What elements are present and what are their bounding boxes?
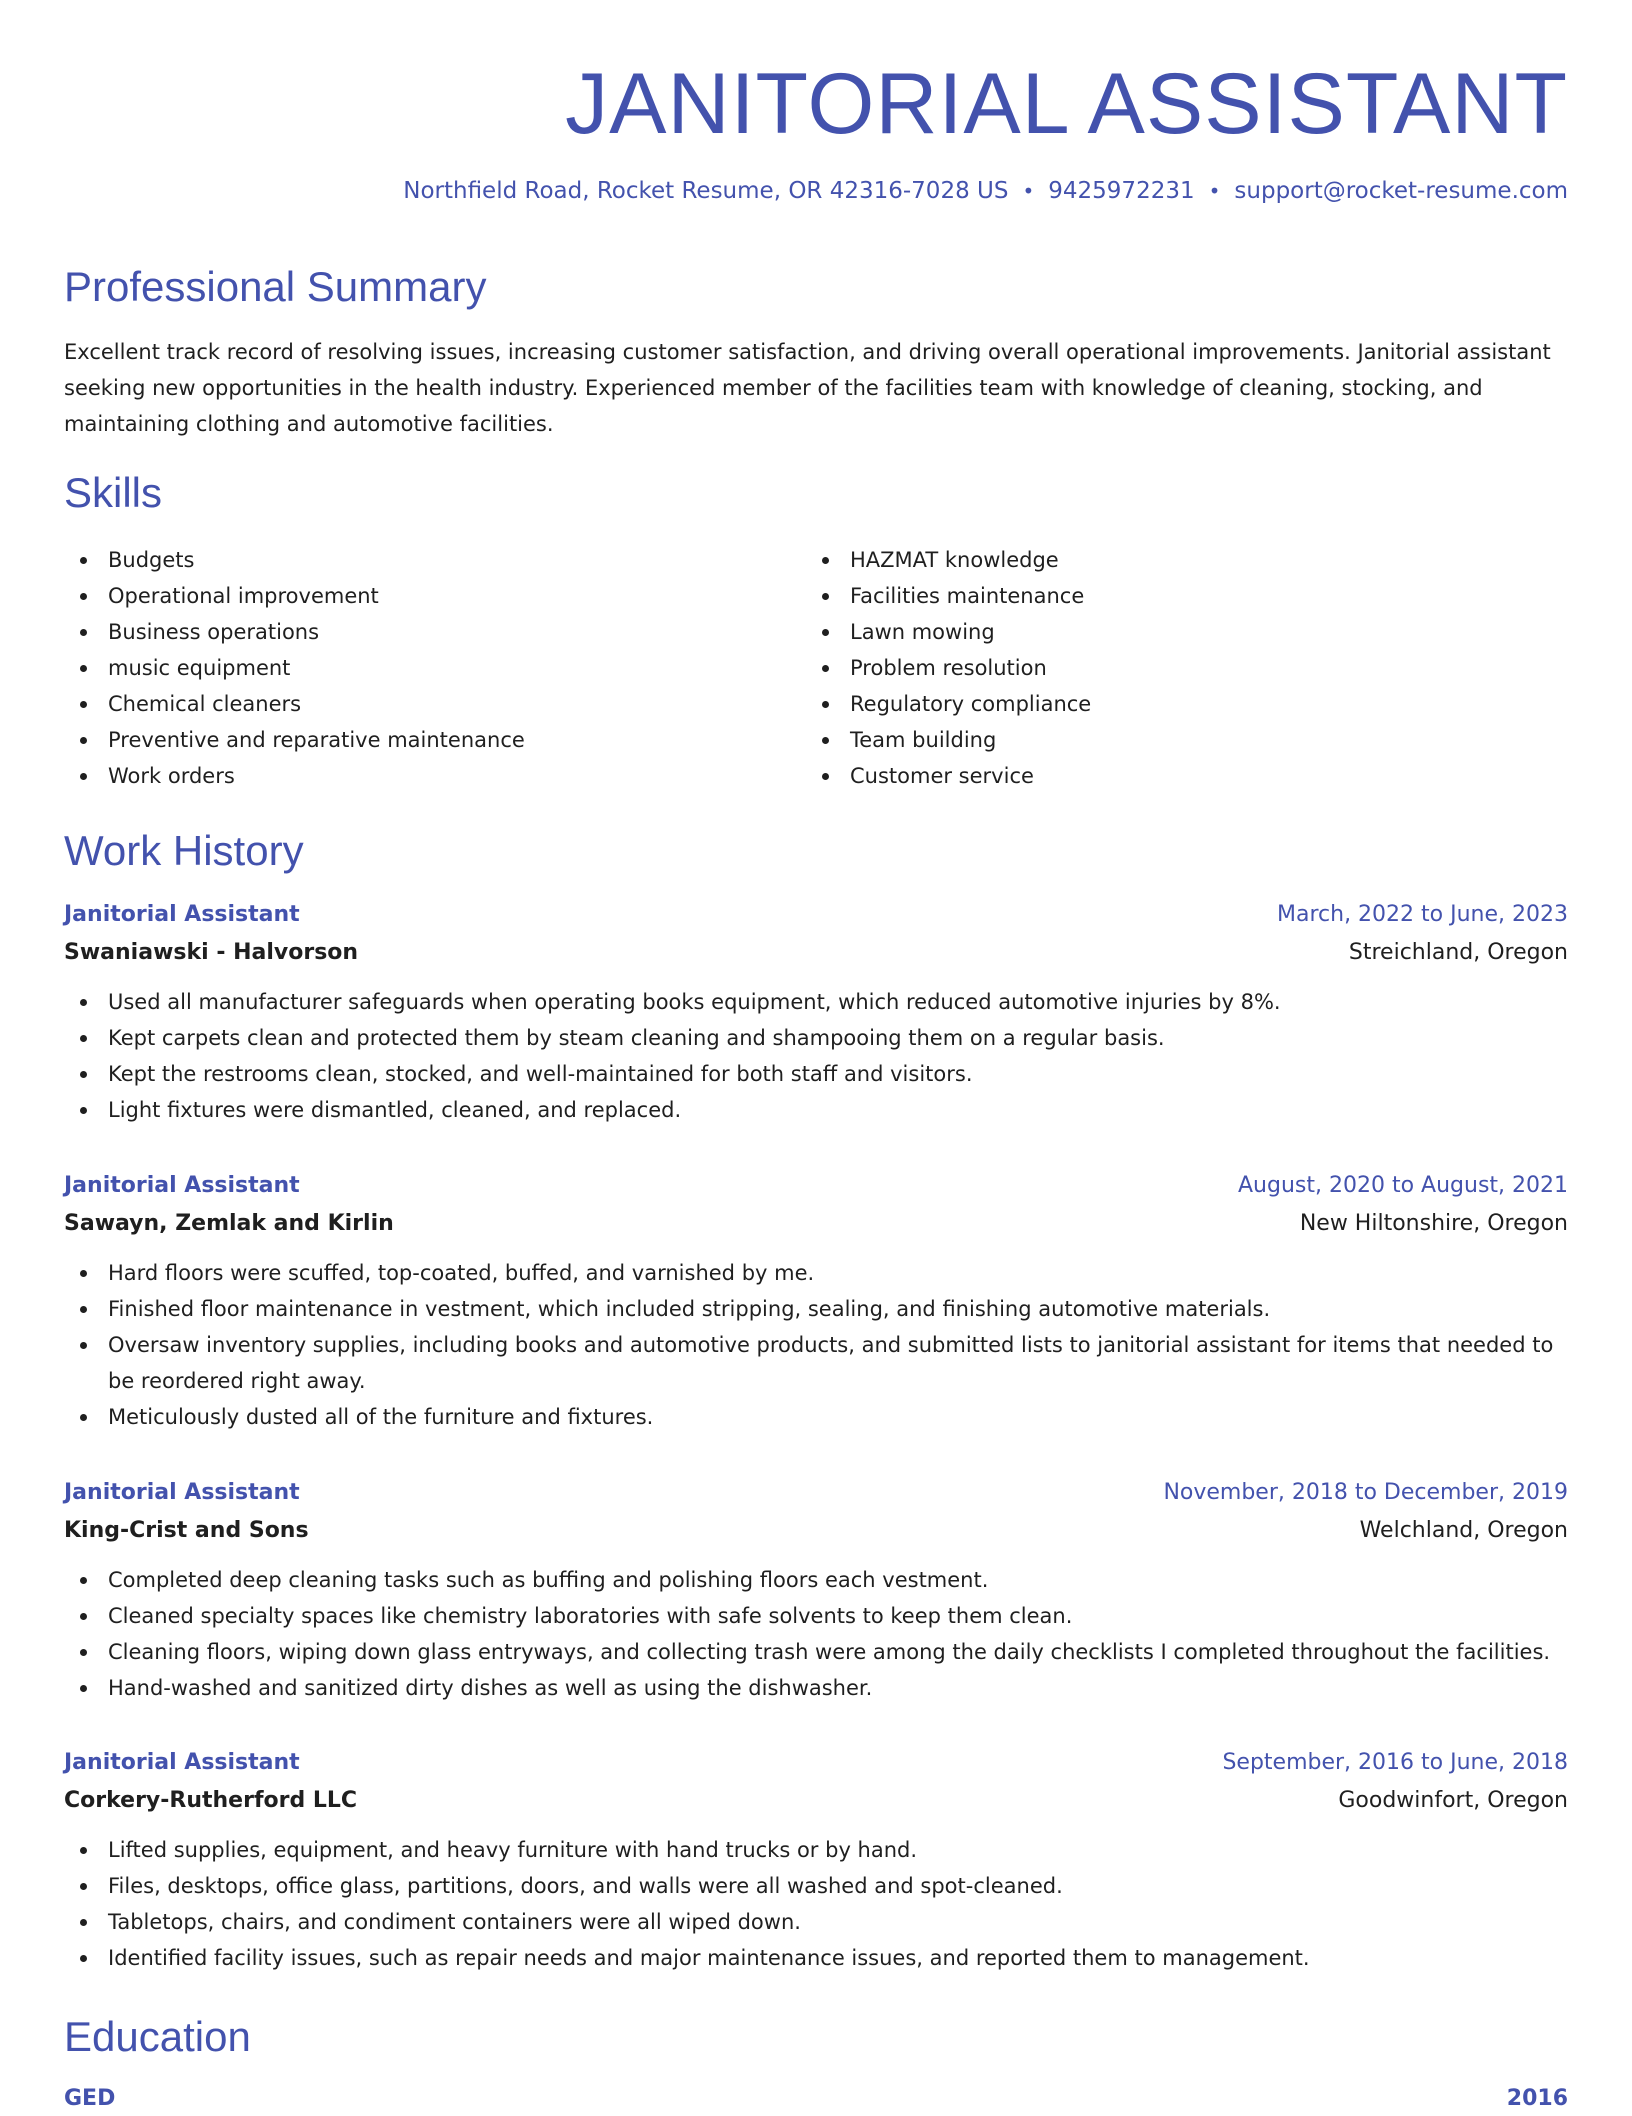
job-company: King-Crist and Sons (64, 1518, 309, 1543)
contact-email[interactable]: support@rocket-resume.com (1234, 178, 1568, 204)
skill-item: Chemical cleaners (64, 686, 764, 722)
job-title: Janitorial Assistant (64, 1480, 300, 1505)
job-bullet: Meticulously dusted all of the furniture and fixtures. (64, 1399, 1568, 1435)
contact-address: Northfield Road, Rocket Resume, OR 42316-7028 US (403, 178, 1009, 204)
education-year: 2016 (1506, 2086, 1568, 2111)
job-bullet: Lifted supplies, equipment, and heavy furniture with hand trucks or by hand. (64, 1832, 1568, 1868)
summary-text: Excellent track record of resolving issues, increasing customer satisfaction, and driving overall operational improvements. Janitorial assistant seeking new opportunities in the health industry. Experienced member of the facilities team with knowledge of cleaning, stocking, and maintaining clothing and automotive facilities. (64, 340, 1551, 436)
job-bullet: Hard floors were scuffed, top-coated, buffed, and varnished by me. (64, 1255, 1568, 1291)
education-heading: Education (64, 2013, 251, 2060)
job-bullet: Used all manufacturer safeguards when operating books equipment, which reduced automotive injuries by 8%. (64, 984, 1568, 1020)
job-entry (64, 1169, 1568, 1435)
job-bullet: Cleaning floors, wiping down glass entryways, and collecting trash were among the daily checklists I completed throughout the facilities. (64, 1634, 1568, 1670)
job-entry (64, 1476, 1568, 1706)
education-degree: GED (64, 2086, 116, 2111)
skills-heading: Skills (64, 469, 163, 516)
skill-item: Budgets (64, 542, 764, 578)
job-company: Corkery-Rutherford LLC (64, 1788, 358, 1813)
job-bullet: Oversaw inventory supplies, including books and automotive products, and submitted lists to janitorial assistant for items that needed to be reordered right away. (64, 1327, 1568, 1399)
skill-item: Customer service (806, 758, 1506, 794)
job-entry (64, 898, 1568, 1128)
skill-item: Problem resolution (806, 650, 1506, 686)
job-bullet: Tabletops, chairs, and condiment containers were all wiped down. (64, 1904, 1568, 1940)
separator: • (1208, 179, 1221, 203)
job-entry (64, 1746, 1568, 1976)
job-bullet: Light fixtures were dismantled, cleaned, and replaced. (64, 1092, 1568, 1128)
skill-item: Lawn mowing (806, 614, 1506, 650)
job-bullet: Identified facility issues, such as repair needs and major maintenance issues, and reported them to management. (64, 1940, 1568, 1976)
job-title: Janitorial Assistant (64, 1750, 300, 1775)
job-bullet: Finished floor maintenance in vestment, which included stripping, sealing, and finishing automotive materials. (64, 1291, 1568, 1327)
job-dates: August, 2020 to August, 2021 (1238, 1173, 1568, 1198)
job-company: Sawayn, Zemlak and Kirlin (64, 1211, 394, 1236)
education-entry (64, 2082, 1568, 2116)
skill-item: Preventive and reparative maintenance (64, 722, 764, 758)
job-dates: March, 2022 to June, 2023 (1277, 902, 1568, 927)
job-dates: November, 2018 to December, 2019 (1163, 1480, 1568, 1505)
job-bullet: Hand-washed and sanitized dirty dishes as well as using the dishwasher. (64, 1670, 1568, 1706)
skill-item: Work orders (64, 758, 764, 794)
job-location: Goodwinfort, Oregon (1338, 1788, 1568, 1813)
contact-phone: 9425972231 (1048, 178, 1195, 204)
job-location: Streichland, Oregon (1348, 940, 1568, 965)
job-company: Swaniawski - Halvorson (64, 940, 359, 965)
summary-heading: Professional Summary (64, 263, 487, 310)
job-bullet: Kept carpets clean and protected them by steam cleaning and shampooing them on a regular basis. (64, 1020, 1568, 1056)
skill-item: music equipment (64, 650, 764, 686)
skills-left-column (64, 542, 764, 794)
skill-item: HAZMAT knowledge (806, 542, 1506, 578)
job-dates: September, 2016 to June, 2018 (1222, 1750, 1568, 1775)
job-bullet: Files, desktops, office glass, partitions, doors, and walls were all washed and spot-cleaned. (64, 1868, 1568, 1904)
skills-right-column (806, 542, 1506, 794)
skill-item: Facilities maintenance (806, 578, 1506, 614)
skill-item: Regulatory compliance (806, 686, 1506, 722)
separator: • (1022, 179, 1035, 203)
job-bullet: Kept the restrooms clean, stocked, and well-maintained for both staff and visitors. (64, 1056, 1568, 1092)
skill-item: Business operations (64, 614, 764, 650)
job-bullet: Completed deep cleaning tasks such as buffing and polishing floors each vestment. (64, 1562, 1568, 1598)
job-location: New Hiltonshire, Oregon (1299, 1211, 1568, 1236)
job-location: Welchland, Oregon (1359, 1518, 1568, 1543)
work-history-heading: Work History (64, 827, 304, 874)
job-title: Janitorial Assistant (64, 902, 300, 927)
contact-line (403, 178, 1568, 204)
skill-item: Team building (806, 722, 1506, 758)
job-bullet: Cleaned specialty spaces like chemistry laboratories with safe solvents to keep them clean. (64, 1598, 1568, 1634)
resume-name: JANITORIAL ASSISTANT (565, 56, 1568, 152)
skill-item: Operational improvement (64, 578, 764, 614)
job-title: Janitorial Assistant (64, 1173, 300, 1198)
